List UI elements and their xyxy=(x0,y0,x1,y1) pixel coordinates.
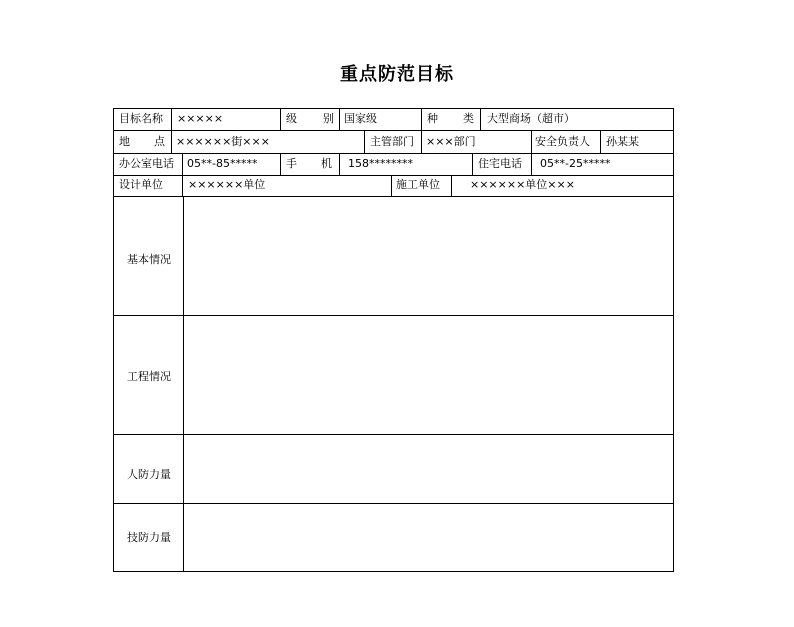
mobile-label-char: 手 xyxy=(286,157,297,170)
column-divider xyxy=(421,130,422,153)
type-label-char: 种 xyxy=(427,112,438,125)
level-label-char: 别 xyxy=(323,112,334,125)
column-divider xyxy=(472,153,473,175)
design-unit-label: 设计单位 xyxy=(119,178,163,191)
construction-unit-value[interactable]: ××××××单位××× xyxy=(470,178,575,191)
column-divider xyxy=(421,109,422,130)
column-divider xyxy=(280,153,281,175)
address-value[interactable]: ××××××街××× xyxy=(176,135,270,148)
level-label-char: 级 xyxy=(286,112,297,125)
manpower-label: 人防力量 xyxy=(127,468,171,481)
target-form-table xyxy=(113,108,674,572)
mobile-value[interactable]: 158******** xyxy=(348,157,413,170)
address-label-char: 地 xyxy=(119,135,130,148)
page-title: 重点防范目标 xyxy=(340,64,454,85)
column-divider xyxy=(280,109,281,130)
level-label xyxy=(286,113,334,124)
column-divider xyxy=(391,175,392,196)
home-phone-value[interactable]: 05**-25***** xyxy=(540,157,611,170)
target-name-label: 目标名称 xyxy=(119,112,163,125)
column-divider xyxy=(182,153,183,175)
design-unit-value[interactable]: ××××××单位 xyxy=(188,178,266,191)
address-label xyxy=(119,136,165,147)
technical-defense-content[interactable] xyxy=(184,504,673,571)
column-divider xyxy=(600,130,601,153)
column-divider xyxy=(531,153,532,175)
mobile-label-char: 机 xyxy=(321,157,332,170)
basic-info-label: 基本情况 xyxy=(127,253,171,266)
column-divider xyxy=(339,109,340,130)
manpower-content[interactable] xyxy=(184,435,673,503)
type-label xyxy=(427,113,474,124)
address-label-char: 点 xyxy=(154,135,165,148)
row-divider xyxy=(114,153,673,154)
column-divider xyxy=(171,130,172,153)
engineering-info-content[interactable] xyxy=(184,316,673,434)
security-label: 安全负责人 xyxy=(535,135,590,148)
column-divider xyxy=(480,109,481,130)
engineering-info-label: 工程情况 xyxy=(127,370,171,383)
type-value[interactable]: 大型商场（超市） xyxy=(487,112,575,125)
column-divider xyxy=(531,130,532,153)
column-divider xyxy=(364,130,365,153)
office-phone-label: 办公室电话 xyxy=(119,157,174,170)
basic-info-content[interactable] xyxy=(184,197,673,315)
office-phone-value[interactable]: 05**-85***** xyxy=(187,157,258,170)
security-value[interactable]: 孙某某 xyxy=(606,135,639,148)
row-divider xyxy=(114,175,673,176)
target-name-value[interactable]: ××××× xyxy=(177,112,224,125)
row-divider xyxy=(114,130,673,131)
column-divider xyxy=(451,175,452,196)
column-divider xyxy=(339,153,340,175)
home-phone-label: 住宅电话 xyxy=(478,157,522,170)
level-value[interactable]: 国家级 xyxy=(344,112,377,125)
column-divider xyxy=(171,109,172,130)
mobile-label xyxy=(286,158,332,169)
dept-value[interactable]: ×××部门 xyxy=(426,135,476,148)
type-label-char: 类 xyxy=(463,112,474,125)
technical-defense-label: 技防力量 xyxy=(127,531,171,544)
construction-unit-label: 施工单位 xyxy=(396,178,440,191)
dept-label: 主管部门 xyxy=(370,135,414,148)
column-divider xyxy=(182,175,183,196)
